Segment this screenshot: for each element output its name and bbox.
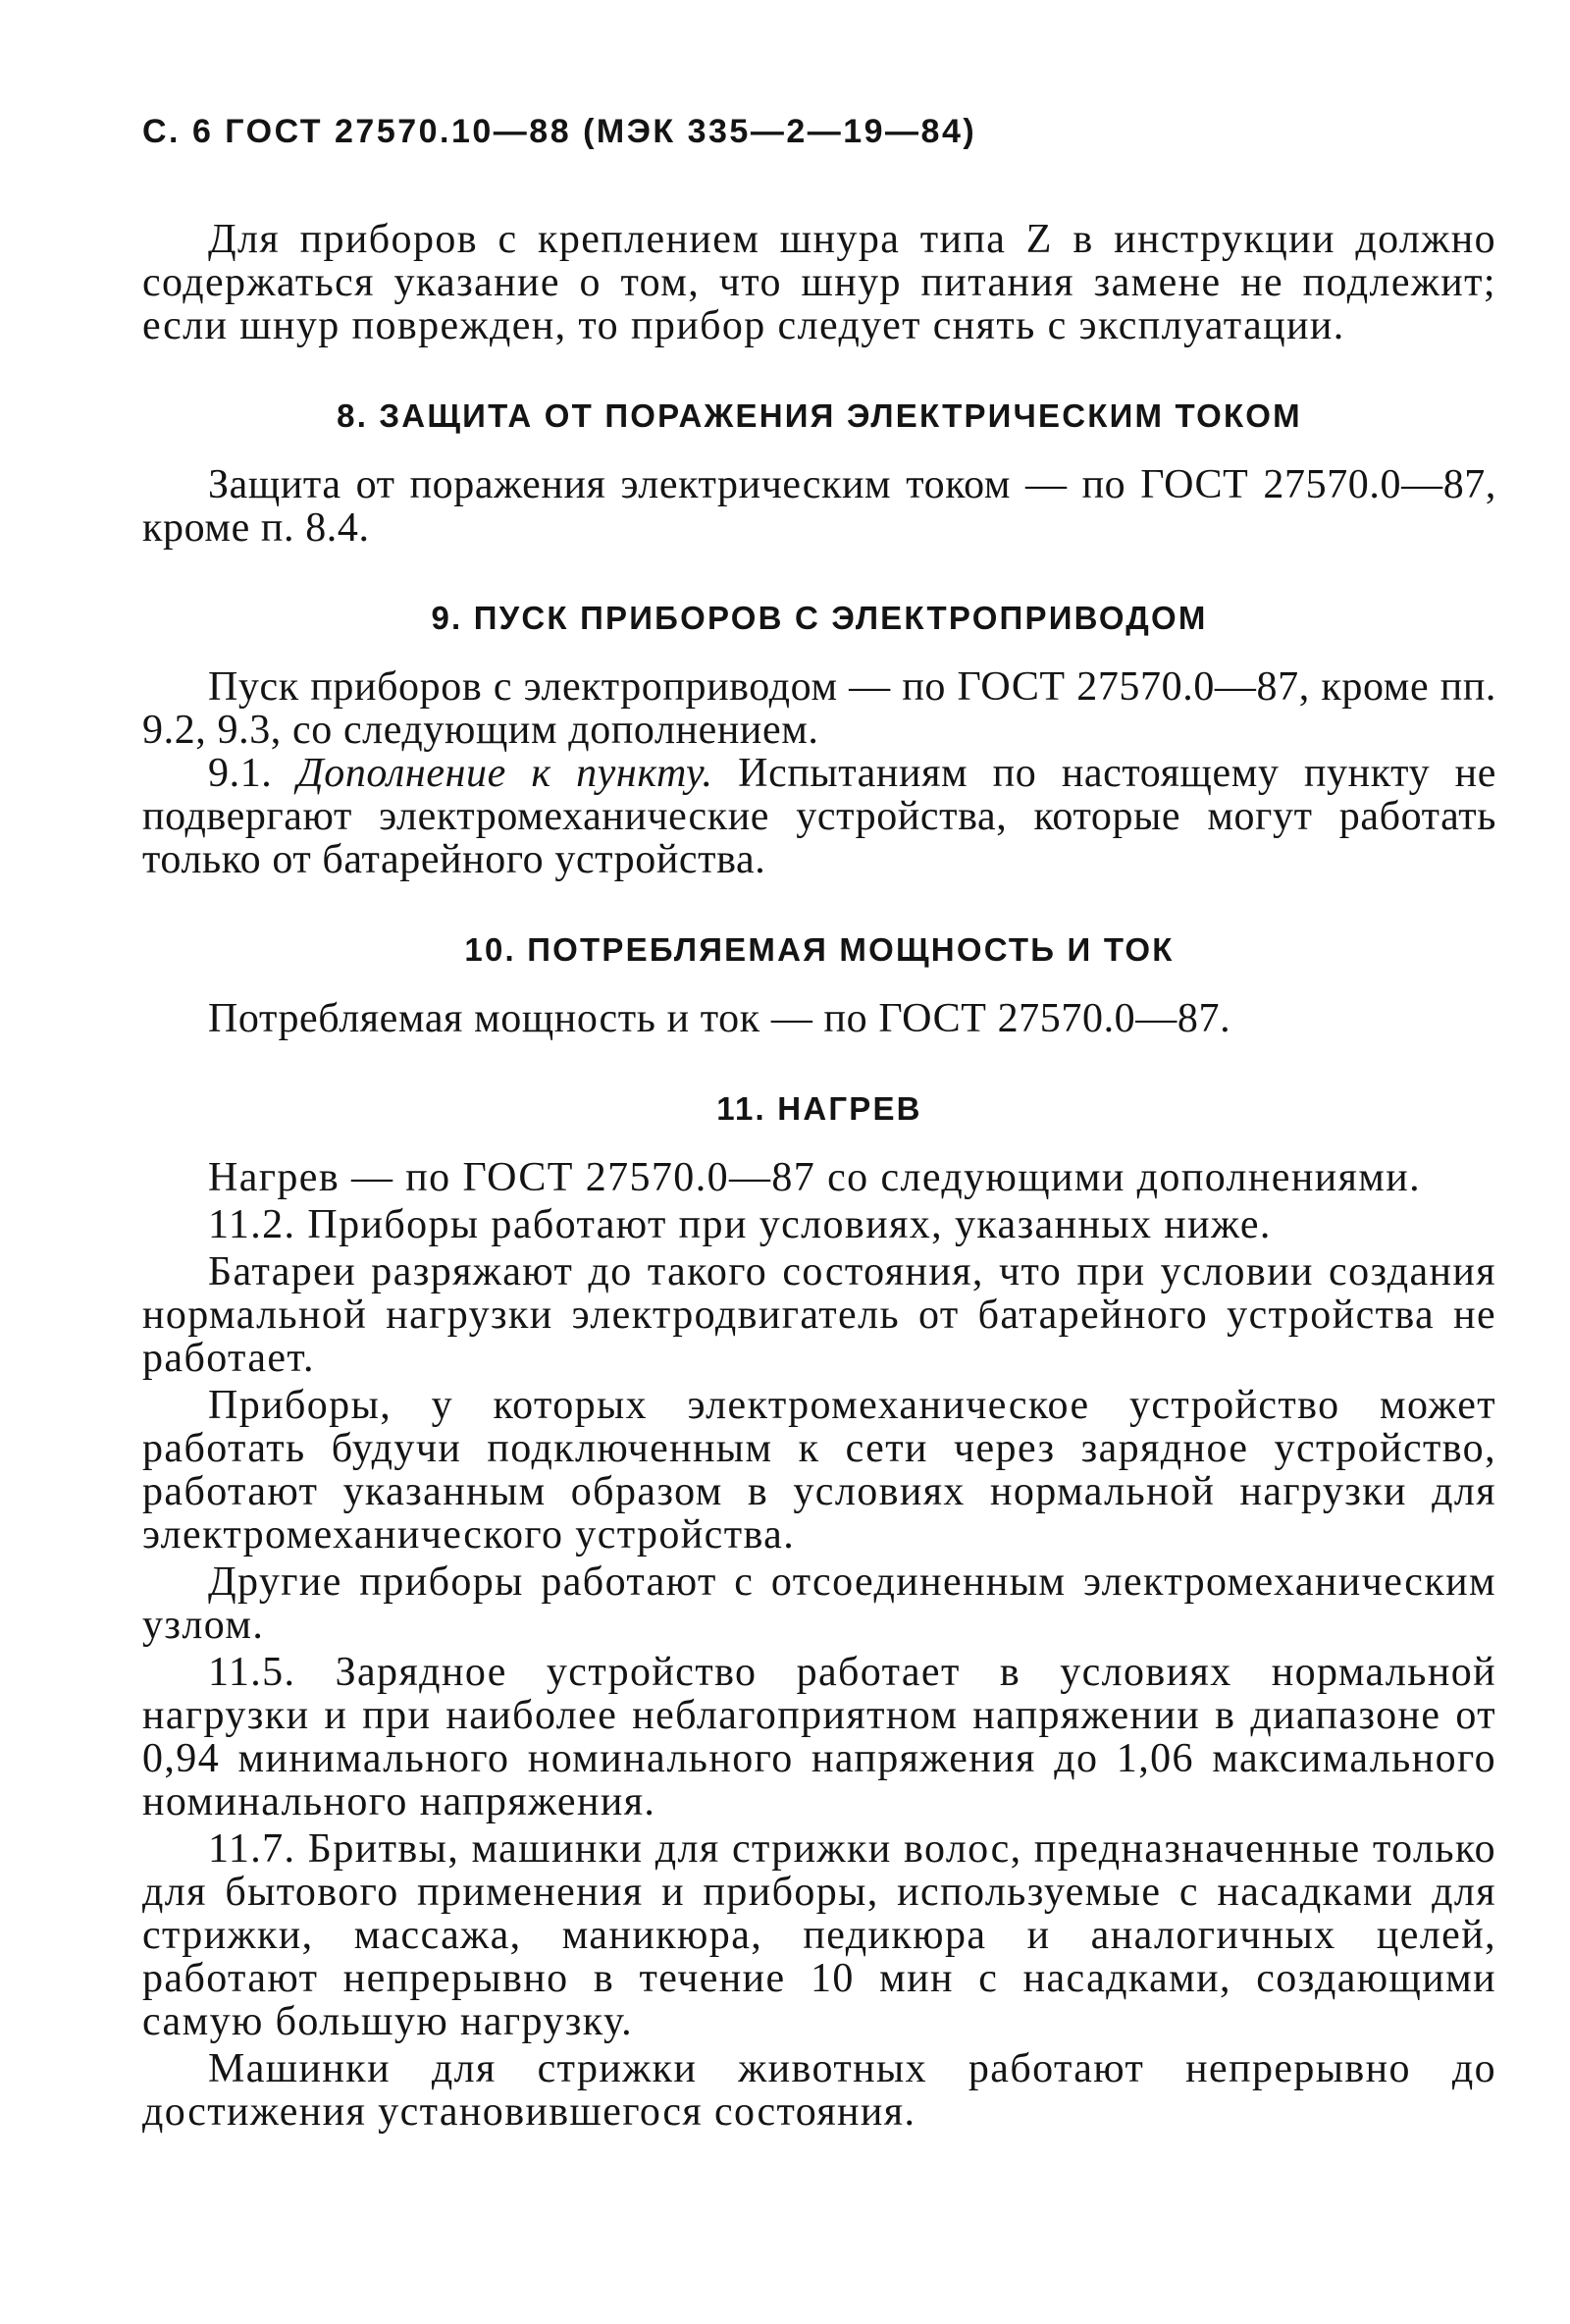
section-9-paragraph-2 xyxy=(142,752,1496,881)
section-11-paragraph-8: Машинки для стрижки животных работают непрерывно до достижения установившегося состояния. xyxy=(142,2046,1496,2135)
section-11-paragraph-4: Приборы, у которых электромеханическое устройство может работать будучи подключенным к сети через зарядное устройство, работают указанным образом в условиях нормальной нагрузки для электромеханического устройства. xyxy=(142,1383,1496,1558)
section-11-paragraph-1: Нагрев — по ГОСТ 27570.0—87 со следующими дополнениями. xyxy=(208,1155,1422,1200)
section-9-heading: 9. ПУСК ПРИБОРОВ С ЭЛЕКТРОПРИВОДОМ xyxy=(431,600,1208,636)
section-10-heading: 10. ПОТРЕБЛЯЕМАЯ МОЩНОСТЬ И ТОК xyxy=(464,931,1175,968)
intro-section xyxy=(142,218,1496,347)
section-11-heading: 11. НАГРЕВ xyxy=(716,1090,922,1127)
clause-9-1-number: 9.1. xyxy=(208,751,273,796)
section-8-paragraph: Защита от поражения электрическим током — по ГОСТ 27570.0—87, кроме п. 8.4. xyxy=(142,462,1496,551)
section-11 xyxy=(142,1087,1496,2134)
document-page xyxy=(142,110,1496,2181)
clause-9-1-text: Испытаниям по настоящему пункту не подвергают электромеханические устройства, которые могут работать только от батарейного устройства. xyxy=(142,751,1496,882)
section-9-paragraph-1: Пуск приборов с электроприводом — по ГОСТ 27570.0—87, кроме пп. 9.2, 9.3, со следующим дополнением. xyxy=(142,664,1496,753)
intro-paragraph: Для приборов с креплением шнура типа Z в инструкции должно содержаться указание о том, что шнур питания замене не подлежит; если шнур поврежден, то прибор следует снять с эксплуатации. xyxy=(142,217,1496,348)
section-8-heading: 8. ЗАЩИТА ОТ ПОРАЖЕНИЯ ЭЛЕКТРИЧЕСКИМ ТОКОМ xyxy=(337,397,1302,434)
section-11-paragraph-7: 11.7. Бритвы, машинки для стрижки волос, предназначенные только для бытового применения и приборы, используемые с насадками для стрижки, массажа, маникюра, педикюра и аналогичных целей, работают непрерывно в течение 10 мин с насадками, создающими самую большую нагрузку. xyxy=(142,1826,1496,2044)
section-8 xyxy=(142,395,1496,550)
page-header: С. 6 ГОСТ 27570.10—88 (МЭК 335—2—19—84) xyxy=(142,113,977,150)
section-10-paragraph: Потребляемая мощность и ток — по ГОСТ 27570.0—87. xyxy=(208,996,1231,1041)
section-10 xyxy=(142,928,1496,1040)
clause-9-1-emphasis: Дополнение к пункту. xyxy=(296,751,713,796)
section-11-paragraph-2: 11.2. Приборы работают при условиях, указанных ниже. xyxy=(208,1202,1272,1247)
section-11-paragraph-6: 11.5. Зарядное устройство работает в условиях нормальной нагрузки и при наиболее неблагоприятном напряжении в диапазоне от 0,94 минимального номинального напряжения до 1,06 максимального номинального напряжения. xyxy=(142,1650,1496,1824)
section-11-paragraph-3: Батареи разряжают до такого состояния, что при условии создания нормальной нагрузки электродвигатель от батарейного устройства не работает. xyxy=(142,1249,1496,1381)
section-11-paragraph-5: Другие приборы работают с отсоединенным электромеханическим узлом. xyxy=(142,1559,1496,1648)
section-9 xyxy=(142,597,1496,881)
